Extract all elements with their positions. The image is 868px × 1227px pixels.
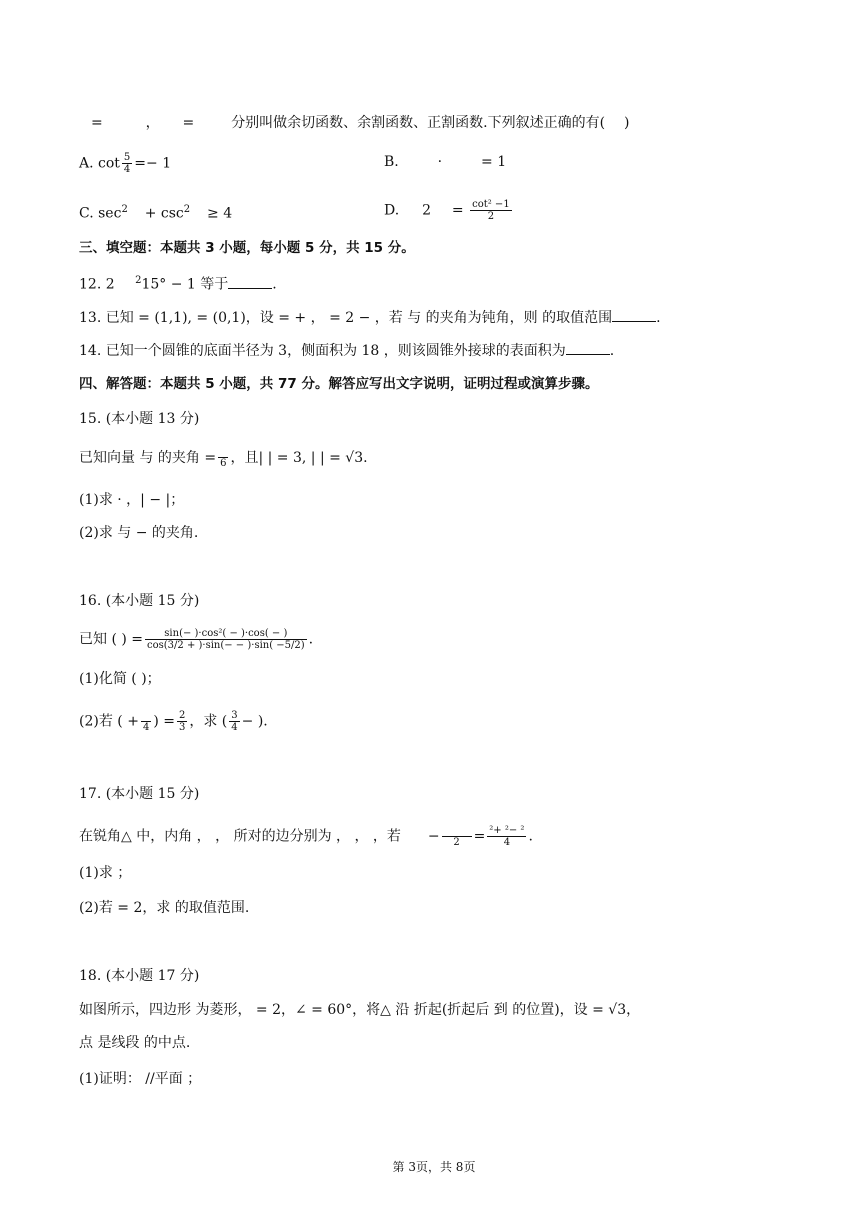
q16-den: cos(3/2 + )·sin(− − )·sin( −5/2) [147,640,305,651]
q15-angle-fraction [218,447,228,469]
q11-option-c [79,200,232,224]
q17-part2: (2)若 = 2，求 的取值范围. [79,900,250,916]
q16-part2-frac2 [177,710,187,733]
q17-part1: (1)求 ； [79,865,132,881]
q13-end: . [656,310,661,326]
q15-part2: (2)求 与 − 的夹角. [79,525,199,541]
option-c-prefix: C. sec [79,205,122,222]
option-d-eq: = [451,202,464,219]
q15-stem [79,447,368,469]
option-c-suffix: ≥ 4 [207,205,233,222]
q17-title: 17. (本小题 15 分) [79,786,200,802]
q17-rhs-fraction [487,825,526,848]
q14 [79,340,614,361]
q11-option-a [79,152,171,175]
q16-num: sin(− )·cos²( − )·cos( − ) [145,628,307,640]
q17-lhs-den: 2 [453,836,460,848]
option-c-mid: + csc [144,205,184,222]
page-footer: 第 3页，共 8页 [392,1160,476,1174]
q17-rhs-num: ²+ ²− ² [489,825,525,836]
option-a-prefix: A. cot [79,155,120,172]
option-a-suffix: =− 1 [134,155,172,172]
q14-text: 14. 已知一个圆锥的底面半径为 3，侧面积为 18 ，则该圆锥外接球的表面积为 [79,343,566,359]
q18-title: 18. (本小题 17 分) [79,968,200,984]
q11-intro-text: 分别叫做余切函数、余割函数、正割函数.下列叙述正确的有( [231,115,606,131]
q11-eq1: = [91,115,103,131]
q17-end: . [528,828,533,845]
q15-frac-den: 6 [220,458,227,469]
q17-lhs: − [427,828,440,845]
option-a-fraction [122,152,132,175]
q16-stem [79,628,313,651]
q16-title: 16. (本小题 15 分) [79,593,200,609]
option-d-den: 2 [487,211,495,222]
q16-part2-mid: ) = [153,713,175,730]
q18-line1: 如图所示，四边形 为菱形， = 2，∠ = 60°，将△ 沿 折起(折起后 到 的位置)，设 = √3， [79,1002,641,1018]
q15-stem-prefix: 已知向量 与 的夹角 = [79,450,217,466]
q13-text: 13. 已知 = (1,1), = (0,1)，设 = + ， = 2 − ，若 与 的夹角为钝角，则 的取值范围 [79,310,613,326]
option-b-suffix: = 1 [481,154,507,170]
q16-part2-mid2: ，求 ( [189,713,228,730]
option-b-prefix: B. [384,154,399,170]
q11-intro [91,113,629,133]
q12-end: . [272,276,277,293]
q16-part2-frac3 [229,710,239,733]
q17-stem-text: 在锐角△ 中，内角 ， ， 所对的边分别为 ， ， ，若 [79,828,401,845]
q13 [79,307,661,328]
section-4-heading: 四、解答题：本题共 5 小题，共 77 分。解答应写出文字说明，证明过程或演算步骤。 [79,376,599,392]
section-3-heading: 三、填空题：本题共 3 小题，每小题 5 分，共 15 分。 [79,240,415,256]
q12-prefix: 12. 2 [79,276,115,293]
q12-answer-blank[interactable] [228,274,272,289]
q16-part2-end: − ). [241,713,268,730]
q15-part1: (1)求 · ，| − |； [79,492,185,508]
q18-part1: (1)证明： //平面 ； [79,1071,202,1087]
q16-frac2-num: 2 [178,710,186,721]
q16-stem-prefix: 已知 ( ) = [79,631,144,648]
q11-comma: ， [145,115,160,131]
q16-frac1-num [141,711,151,722]
option-c-sup1: 2 [121,204,128,215]
q11-option-b [384,152,506,172]
q15-stem-suffix: ，且| | = 3, | | = √3. [230,450,368,466]
q11-option-d [384,199,514,222]
q14-answer-blank[interactable] [566,340,610,355]
q17-lhs-fraction [442,826,472,848]
option-a-num: 5 [123,152,131,163]
q17-rhs-den: 4 [503,837,511,848]
q12-body: 15° − 1 等于 [141,276,229,293]
q16-part1: (1)化简 ( )； [79,671,161,687]
option-b-dot: · [437,154,443,170]
q17-eq: = [473,828,486,845]
q16-main-fraction [145,628,307,651]
q12-sup: 2 [135,275,142,286]
q16-frac2-den: 3 [178,722,186,733]
q18-line2: 点 是线段 的中点. [79,1035,191,1051]
q16-part2-prefix: (2)若 ( + [79,713,139,730]
q14-end: . [609,343,615,359]
q12 [79,271,277,295]
q16-frac1-den: 4 [142,721,150,733]
q16-stem-end: . [308,631,314,648]
q15-title: 15. (本小题 13 分) [79,411,200,427]
option-d-fraction [470,199,512,222]
option-a-den: 4 [123,164,131,175]
option-d-num: cot² −1 [472,199,510,210]
q15-frac-num [218,447,228,458]
q16-frac3-num: 3 [231,710,238,721]
option-d-prefix: D. [384,202,400,219]
q16-part2-frac1 [141,711,151,733]
q16-frac3-den: 4 [231,722,238,733]
option-c-sup2: 2 [183,204,191,215]
q11-intro-close: ) [624,115,630,131]
q11-eq2: = [182,115,195,131]
q17-lhs-num [442,826,472,837]
q16-part2 [79,710,268,733]
option-d-two: 2 [422,202,432,219]
q17-stem [79,825,533,848]
q13-answer-blank[interactable] [612,307,656,322]
